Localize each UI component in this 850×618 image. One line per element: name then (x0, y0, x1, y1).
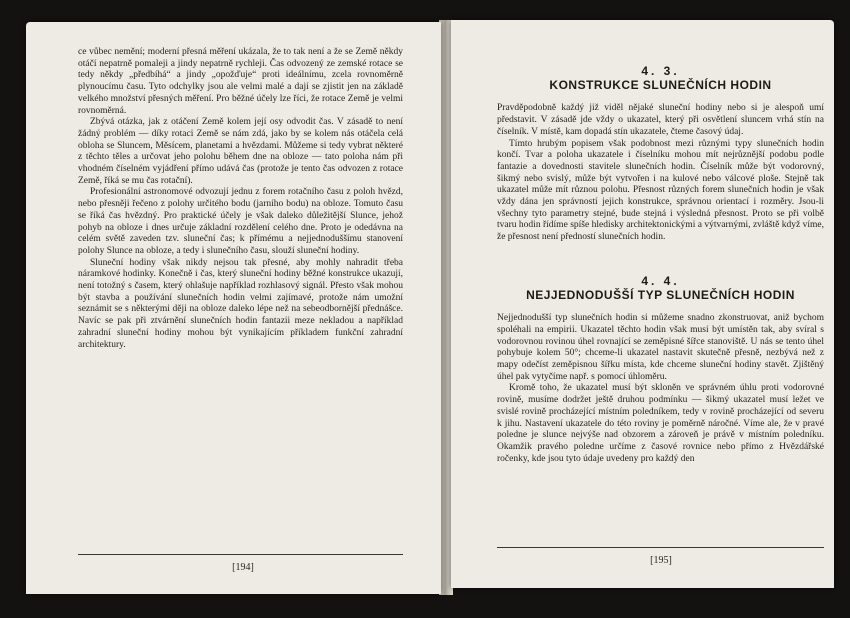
paragraph: Profesionální astronomové odvozují jednu z forem rotačního času z poloh hvězd, nebo přesněji řečeno z polohy určitého bodu (jarního bodu) na obloze. Tomuto času se říká čas hvězdný. Pro praktické účely je však daleko důležitější Slunce, jehož pohyb na obloze i dnes určuje základní rozdělení celého dne. Proto je odedávna na celém světě zaveden tzv. sluneční čas; k přímému a nejjednoduššímu stanovení polohy Slunce na obloze, a tedy i slunečního času, slouží sluneční hodiny. (78, 187, 403, 256)
section-title: KONSTRUKCE SLUNEČNÍCH HODIN (549, 77, 772, 92)
section-number: 4. 4. (641, 273, 680, 288)
paragraph: Tímto hrubým popisem však podobnost mezi různými typy slunečních hodin končí. Tvar a poloha ukazatele i číselníku mohou mít nejrůznější podobu podle fantazie a dovednosti stavitele slunečních hodin. Číselník může být vodorovný, šikmý nebo svislý, může být vytvořen i na kulové nebo válcové ploše. Stejně tak ukazatel může mít různou polohu. Přesnost různých forem slunečních hodin je však vždy dána jen správností jejich konstrukce, správnou orientací i rozměry. Jsou-li všechny tyto parametry stejné, bude stejná i výsledná přesnost. Proto se při volbě tvaru hodin řídíme spíše hledisky architektonickými a výtvarnými, zvláště když víme, že přesnost není předností slunečních hodin. (497, 138, 824, 243)
footer-rule (78, 554, 403, 555)
section-title: NEJJEDNODUŠŠÍ TYP SLUNEČNÍCH HODIN (526, 287, 795, 302)
right-page-text (497, 66, 824, 465)
left-page (26, 22, 441, 594)
section-number: 4. 3. (641, 64, 680, 78)
right-page (451, 20, 834, 588)
paragraph: Zbývá otázka, jak z otáčení Země kolem její osy odvodit čas. V zásadě to není žádný problém — díky rotaci Země se nám zdá, jako by se kolem nás otáčela celá obloha se Sluncem, Měsícem, planetami a hvězdami. Můžeme si tedy vybrat některé z těchto těles a určovat jeho polohu během dne na obloze — tato poloha nám při vhodném číselném vyjádření přímo udává čas (protože je tento čas odvozen z rotace Země, říká se mu čas rotační). (78, 117, 403, 186)
paragraph: ce vůbec nemění; moderní přesná měření ukázala, že to tak není a že se Země někdy otáčí nepatrně pomaleji a jindy nepatrně rychleji. Čas odvozený ze zemské rotace se tedy někdy „předbíhá“ a jindy „opožďuje“ proti ideálnímu, zcela rovnoměrně plynoucímu času. Tyto odchylky jsou ale velmi malé a dají se zjistit jen na základě velkého množství přesných měření. Pro běžné účely lze říci, že rotace Země je velmi rovnoměrná. (78, 47, 403, 116)
section-gap (497, 244, 824, 276)
page-number: [195] (650, 555, 672, 566)
page-number: [194] (232, 562, 254, 573)
footer-rule (497, 547, 824, 548)
paragraph: Kromě toho, že ukazatel musí být skloněn ve správném úhlu proti vodorovné rovině, musíme dodržet ještě druhou podmínku — šikmý ukazatel musí ležet ve svislé rovině procházející místním poledníkem, tedy v rovině procházející od severu k jihu. Nastavení ukazatele do této roviny je poměrně náročné. Víme ale, že v pravé poledne je slunce nejvýše nad obzorem a zároveň je právě v místním poledníku. Okamžik pravého poledne určíme z časové rovnice nebo přímo z Hvězdářské ročenky, kde jsou tyto údaje uvedeny pro každý den (497, 383, 824, 464)
paragraph: Sluneční hodiny však nikdy nejsou tak přesné, aby mohly nahradit třeba náramkové hodinky. Konečně i čas, který sluneční hodiny běžné konstrukce ukazují, není totožný s časem, který ohlašuje například rozhlasový signál. Přesto však mohou být stavba a používání slunečních hodin velmi zajímavé, protože nám umožní seznámit se s některými ději na obloze daleko lépe než na sebeodbornější přednášce. Navíc se pak při ztvárnění slunečních hodin fantazii meze nekladou a například zahradní sluneční hodiny mohou být vynikajícím příkladem funkční zahradní architektury. (78, 257, 403, 350)
left-page-text (78, 47, 403, 351)
paragraph: Nejjednodušší typ slunečních hodin si můžeme snadno zkonstruovat, aniž bychom spoléhali na empirii. Ukazatel těchto hodin však musí být umístěn tak, aby svíral s vodorovnou rovinou úhel rovnající se zeměpisné šířce stanoviště. U nás se tento úhel pohybuje kolem 50°; chceme-li ukazatel nastavit skutečně přesně, nezbývá než z mapy odečíst zeměpisnou šířku místa, kde chceme sluneční hodiny stavět. Zjištěný úhel pak vytyčíme např. s pomocí úhloměru. (497, 313, 824, 382)
paragraph: Pravděpodobně každý již viděl nějaké sluneční hodiny nebo si je alespoň umí představit. V zásadě jde vždy o ukazatel, který při osvětlení sluncem vrhá stín na číselník. V místě, kam dopadá stín ukazatele, čteme časový údaj. (497, 103, 824, 137)
